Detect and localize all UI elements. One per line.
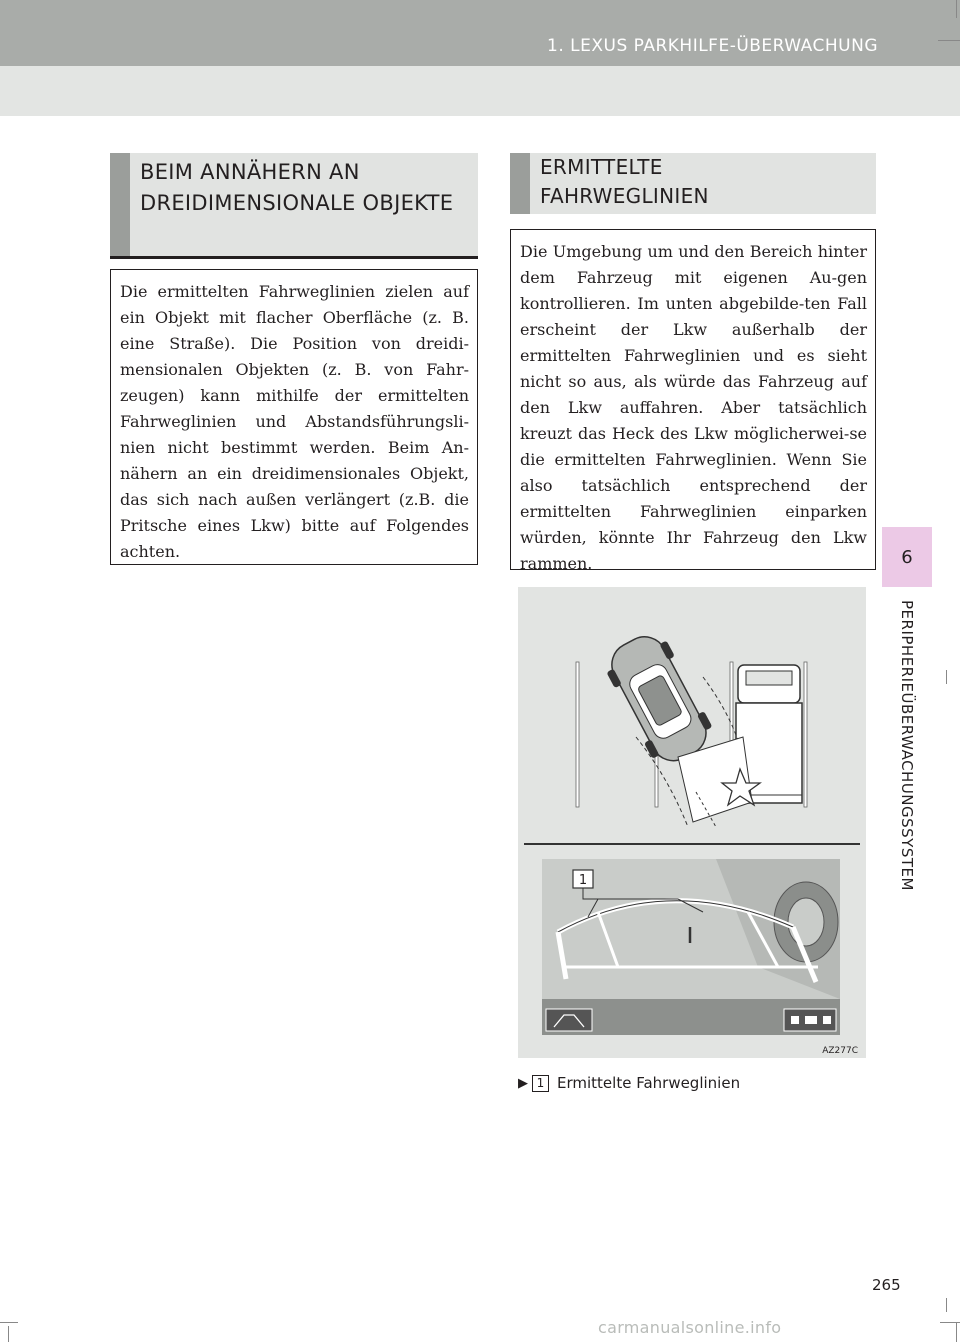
right-section-title: ERMITTELTE FAHRWEGLINIEN [540,155,709,208]
crop-mark [938,40,960,41]
callout-number: 1 [578,873,588,888]
chapter-title: 1. LEXUS PARKHILFE-ÜBERWACHUNG [547,36,878,56]
chapter-tab [882,527,932,587]
left-section-title: BEIM ANNÄHERN AN DREIDIMENSIONALE OBJEKTE [140,160,454,215]
left-section-body: Die ermittelten Fahrweglinien zielen auf ein Objekt mit flacher Oberfläche (z. B. eine Straße). Die Position von dreidi-mensionalen Objekten (z. B. von Fahr-zeugen) kann mithilfe der ermittelten Fahrweglinien und Abstandsführungsli-nien nicht bestimmt werden. Beim An-nähern an ein dreidimensionales Objekt, das sich nach außen verlängert (z.B. die Pritsche eines Lkw) bitte auf Folgendes achten. [110,269,478,565]
right-section-heading [510,153,876,214]
parking-line [576,662,579,807]
crop-mark [0,1322,18,1323]
heading-bar [510,153,530,214]
parking-line [804,662,807,807]
header-sub-band [0,66,960,116]
left-heading-rule [110,256,478,259]
crop-mark [8,1326,9,1342]
page-number: 265 [872,1276,901,1294]
right-section-body: Die Umgebung um und den Bereich hinter dem Fahrzeug mit eigenen Au-gen kontrollieren. Im unten abgebilde-ten Fall erscheint der Lkw außerhalb der ermittelten Fahrweglinien und es sieht nicht so aus, als würde das Fahrzeug auf den Lkw auffahren. Aber tatsächlich kreuzt das Heck des Lkw möglicherwei-se die ermittelten Fahrweglinien. Wenn Sie also tatsächlich entsprechend der ermittelten Fahrweglinien einparken würden, könnte Ihr Fahrzeug den Lkw rammen. [510,229,876,570]
crop-mark [956,1322,957,1342]
crop-mark [946,670,947,684]
guide-mode-icon [546,1009,592,1031]
watermark: carmanualsonline.info [598,1318,782,1337]
crop-mark [946,1298,947,1312]
figure-caption [518,1074,740,1092]
parking-diagram [518,587,866,1058]
caption-number: 1 [532,1075,549,1092]
header-band [0,0,960,66]
chapter-tab-number: 6 [901,546,913,568]
crop-mark [956,0,957,18]
heading-bar [110,153,130,256]
chapter-side-label: PERIPHERIEÜBERWACHUNGSSYSTEM [898,600,916,891]
figure-code: AZ277C [822,1046,858,1056]
caption-text: Ermittelte Fahrweglinien [557,1074,741,1092]
caption-arrow-icon: ▶ [518,1075,528,1091]
left-section-heading [110,153,478,256]
crop-mark [940,1322,960,1323]
parking-illustration [518,587,866,1058]
